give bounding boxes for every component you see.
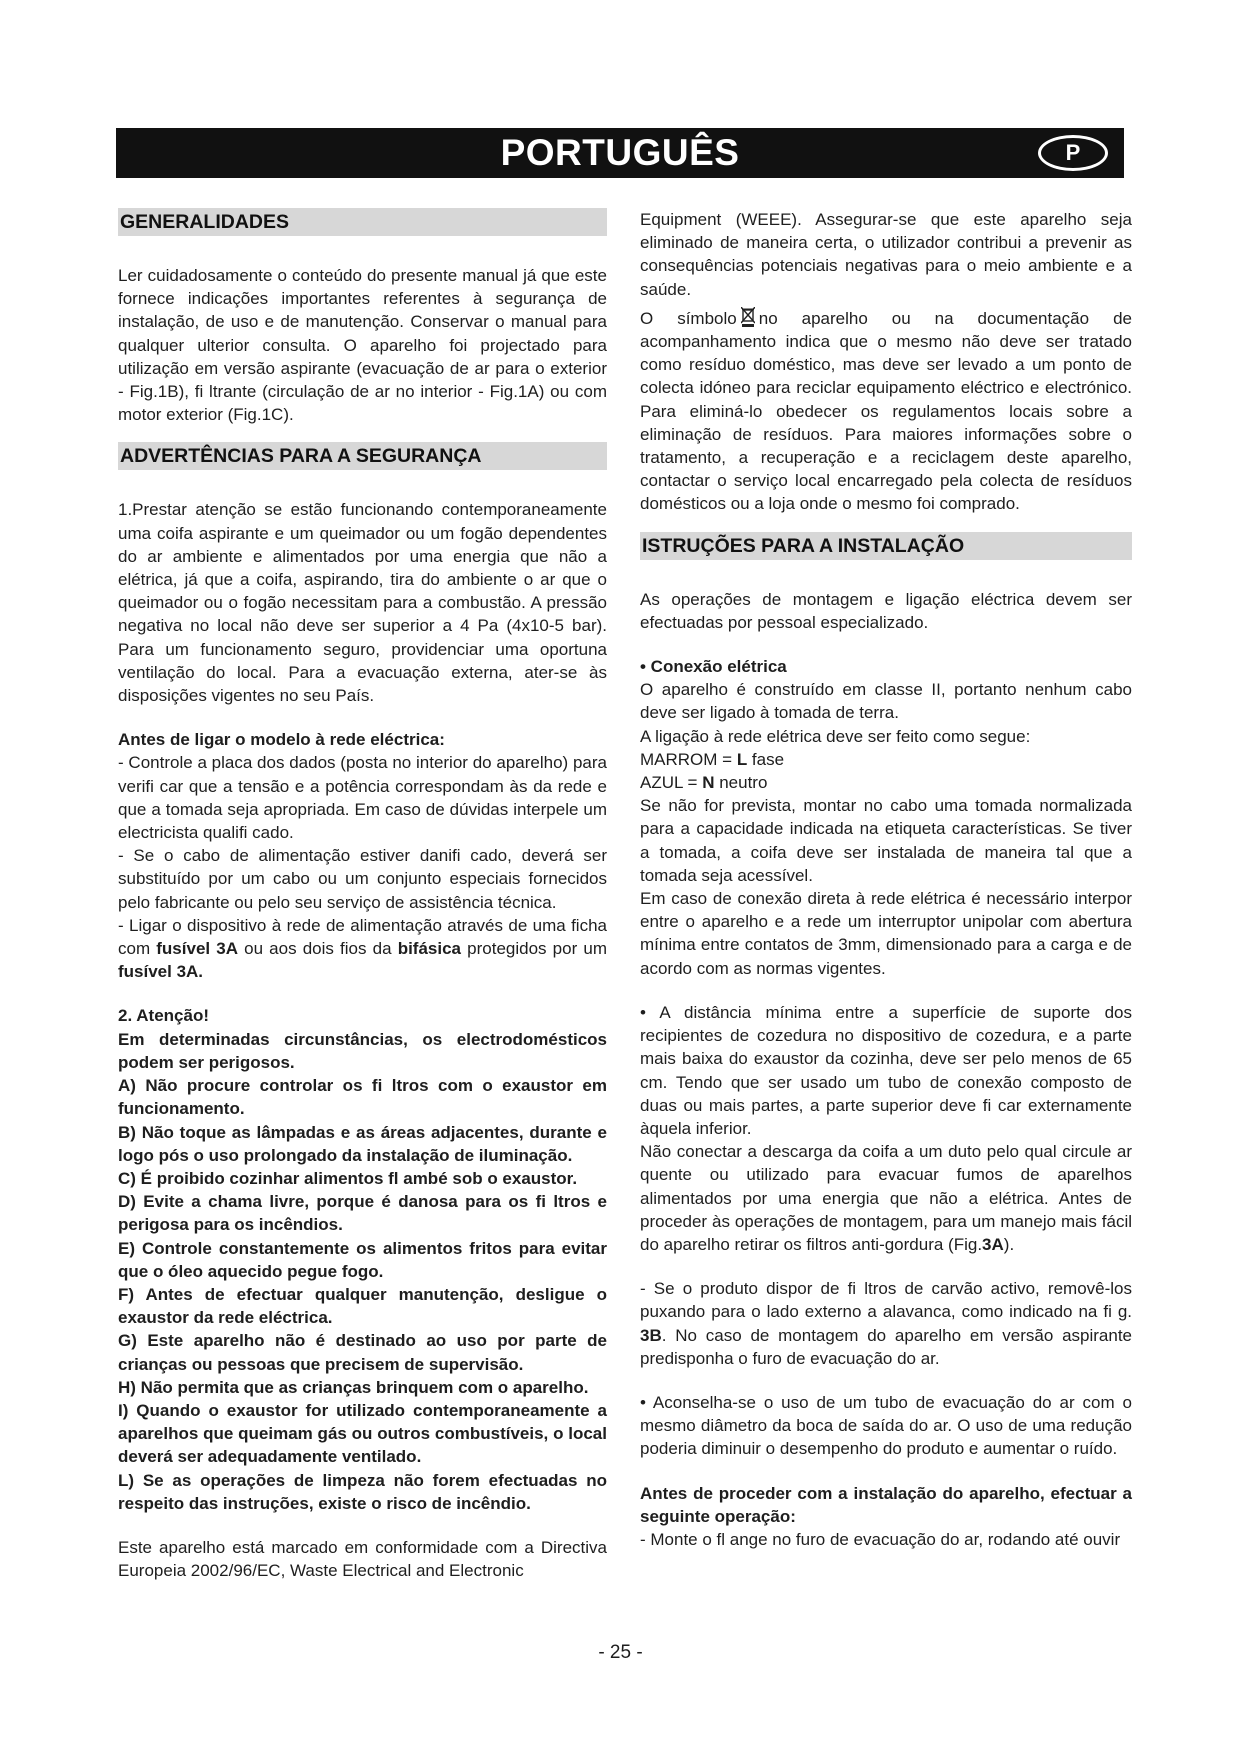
advertencia-paragraph-1: 1.Prestar atenção se estão funcionando contemporaneamente uma coifa aspirante e um queimador ou um fogão dependentes do ar ambiente e alimentados por uma energia que não a elétrica, já que a coifa, aspirando, tira do ambiente o ar que o queimador ou o fogão necessitam para a combustão. A pressão negativa no local não deve ser superior a 4 Pa (4x10-5 bar). Para um funcionamento seguro, providenciar uma oportuna ventilação do local. Para a evacuação externa, ater-se às disposições vigentes no seu País. [118,500,607,706]
weee-symbol-paragraph: O símbolo no aparelho ou na documentação de acompanhamento indica que o mesmo não deve ser tratado como resíduo doméstico, mas deve ser levado a um ponto de colecta idóneo para reciclar equipamento eléctrico e electrónico. Para eliminá-lo obedecer os regulamentos locais sobre a eliminação de resíduos. Para maiores informações sobre o tratamento, a recuperação e a reciclagem deste aparelho, contactar o serviço local encarregado pela colecta de resíduos domésticos ou a loja onde o mesmo foi comprado. [640,308,1132,514]
weee-paragraph-continued: Equipment (WEEE). Assegurar-se que este aparelho seja eliminado de maneira certa, o utilizador contribui a prevenir as consequências potenciais negativas para o meio ambiente e a saúde. [640,210,1132,299]
tubo-paragraph: • Aconselha-se o uso de um tubo de evacuação do ar com o mesmo diâmetro da boca de saída do ar. O uso de uma redução poderia diminuir o desempenho do produto e aumentar o ruído. [640,1392,1132,1459]
conexao-eletrica-title: • Conexão elétrica [640,657,787,677]
left-column [118,208,607,1582]
distancia-paragraph: • A distância mínima entre a superfície de suporte dos recipientes de cozedura no dispositivo de cozedura, e a parte mais baixa do exaustor da cozinha, deve ser pelo menos de 65 cm. Tendo que ser usado um tubo de conexão composto de duas ou mais partes, a parte superior deve fi car externamente àquela inferior. [640,1002,1132,1138]
page-number: - 25 - [598,1642,643,1663]
right-column [640,208,1132,1551]
section-heading-generalidades: GENERALIDADES [118,208,607,236]
generalidades-paragraph: Ler cuidadosamente o conteúdo do presente manual já que este fornece indicações importantes referentes à segurança de instalação, de uso e de manutenção. Conservar o manual para qualquer ulterior consulta. O aparelho foi projectado para utilização em versão aspirante (evacuação de ar para o exterior - Fig.1B), fi ltrante (circulação de ar no interior - Fig.1A) ou com motor exterior (Fig.1C). [118,266,607,425]
atencao-line: I) Quando o exaustor for utilizado contemporaneamente a aparelhos que queimam gás ou outros combustíveis, o local deverá ser adequadamente ventilado. [118,1400,607,1467]
antes-de-ligar-item-3: - Ligar o dispositivo à rede de alimentação através de uma ficha com fusível 3A ou aos dois fios da bifásica protegidos por um fusível 3A. [118,915,608,982]
atencao-line: H) Não permita que as crianças brinquem com o aparelho. [118,1377,589,1397]
atencao-line: L) Se as operações de limpeza não forem efectuadas no respeito das instruções, existe o risco de incêndio. [118,1470,607,1513]
instalacao-paragraph-1: As operações de montagem e ligação eléctrica devem ser efectuadas por pessoal especializado. [640,589,1132,632]
conexao-paragraph-4: Em caso de conexão direta à rede elétrica é necessário interpor entre o aparelho e a rede um interruptor unipolar com abertura mínima entre contatos de 3mm, dimensionado para a carga e de acordo com as normas vigentes. [640,889,1132,978]
atencao-line: G) Este aparelho não é destinado ao uso por parte de crianças ou pessoas que precisem de supervisão. [118,1331,607,1374]
antes-de-ligar-item-2: - Se o cabo de alimentação estiver danifi cado, deverá ser substituído por um cabo ou um conjunto especiais fornecidos pelo fabricante ou pelo seu serviço de assistência técnica. [118,846,607,912]
antes-de-ligar-title: Antes de ligar o modelo à rede eléctrica: [118,730,445,750]
descarga-paragraph: Não conectar a descarga da coifa a um duto pelo qual circule ar quente ou utilizado para evacuar fumos de aparelhos alimentados por uma energia que não a elétrica. Antes de proceder às operações de montagem, para um manejo mais fácil do aparelho retirar os filtros anti-gordura (Fig.3A). [640,1142,1132,1254]
weee-paragraph-start: Este aparelho está marcado em conformidade com a Directiva Europeia 2002/96/EC, Waste Electrical and Electronic [118,1537,607,1581]
antes-de-ligar-item-1: - Controle a placa dos dados (posta no interior do aparelho) para verifi car que a tensão e a potência correspondam às da rede e que a tomada seja apropriada. Em caso de dúvidas interpele um electricista qualifi cado. [118,753,607,843]
language-badge: P [1038,135,1108,171]
crossed-out-wheeled-bin-icon [741,307,755,327]
page-title: PORTUGUÊS [500,132,740,173]
wire-marrom: MARROM = L fase [640,749,785,769]
antes-de-proceder-item-1: - Monte o fl ange no furo de evacuação do ar, rodando até ouvir [640,1529,1121,1549]
section-heading-instalacao: ISTRUÇÕES PARA A INSTALAÇÃO [640,532,1132,560]
carvao-paragraph: - Se o produto dispor de fi ltros de carvão activo, removê-los puxando para o lado externo a alavanca, como indicado na fi g. 3B. No caso de montagem do aparelho em versão aspirante predisponha o furo de evacuação do ar. [640,1279,1132,1368]
language-banner [116,128,1124,178]
section-heading-advertencias: ADVERTÊNCIAS PARA A SEGURANÇA [118,442,607,470]
conexao-paragraph-3: Se não for prevista, montar no cabo uma tomada normalizada para a capacidade indicada na etiqueta características. Se tiver a tomada, a coifa deve ser instalada de maneira tal que a tomada seja acessível. [640,796,1132,885]
atencao-line: A) Não procure controlar os fi ltros com o exaustor em funcionamento. [118,1076,607,1119]
wire-azul: AZUL = N neutro [640,773,768,793]
atencao-line: Em determinadas circunstâncias, os electrodomésticos podem ser perigosos. [118,1029,607,1072]
antes-de-proceder-title: Antes de proceder com a instalação do aparelho, efectuar a seguinte operação: [640,1483,1132,1526]
atencao-title: 2. Atenção! [118,1006,210,1026]
atencao-line: B) Não toque as lâmpadas e as áreas adjacentes, durante e logo pós o uso prolongado da instalação de iluminação. [118,1122,607,1165]
atencao-line: D) Evite a chama livre, porque é danosa para os fi ltros e perigosa para os incêndios. [118,1192,607,1235]
conexao-paragraph-2: A ligação à rede elétrica deve ser feito como segue: [640,726,1031,746]
atencao-line: F) Antes de efectuar qualquer manutenção, desligue o exaustor da rede eléctrica. [118,1284,607,1328]
conexao-paragraph-1: O aparelho é construído em classe II, portanto nenhum cabo deve ser ligado à tomada de terra. [640,680,1132,723]
atencao-line: E) Controle constantemente os alimentos fritos para evitar que o óleo aquecido pegue fogo. [118,1238,607,1281]
atencao-line: C) É proibido cozinhar alimentos fl ambé sob o exaustor. [118,1168,578,1188]
